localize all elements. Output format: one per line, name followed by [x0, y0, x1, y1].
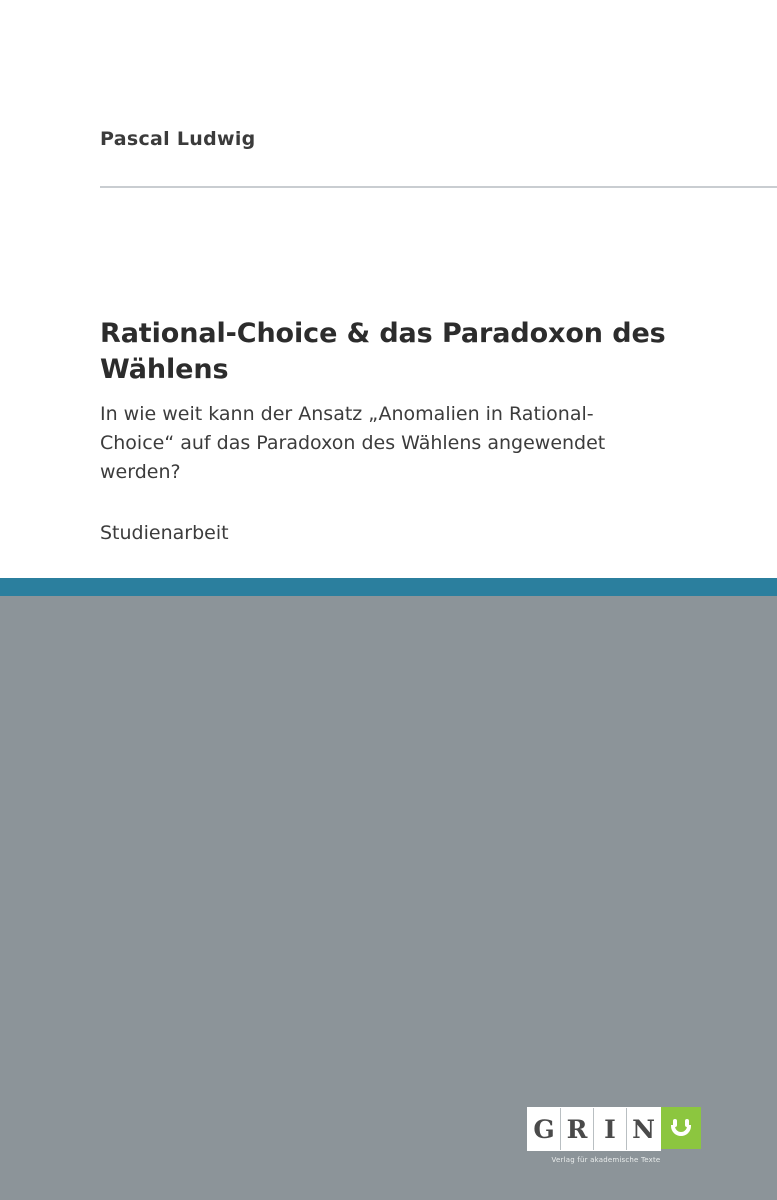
smiley-glyph	[669, 1116, 693, 1140]
logo-letter-r: R	[561, 1108, 594, 1150]
smiley-mouth	[671, 1125, 691, 1136]
logo-letter-g: G	[528, 1108, 561, 1150]
document-type: Studienarbeit	[100, 522, 229, 544]
publisher-logo-box	[511, 1107, 701, 1151]
cover-lower-field	[0, 596, 777, 1200]
book-title: Rational-Choice & das Paradoxon des Wählens	[100, 318, 666, 385]
publisher-logo-letters	[527, 1107, 661, 1151]
logo-letter-n: N	[627, 1108, 660, 1150]
accent-band	[0, 578, 777, 596]
logo-letter-i: I	[594, 1108, 627, 1150]
publisher-tagline: Verlag für akademische Texte	[551, 1156, 661, 1164]
book-subtitle: In wie weit kann der Ansatz „Anomalien in Rational-Choice“ auf das Paradoxon des Wählens angewendet werden?	[100, 403, 606, 483]
publisher-logo	[511, 1107, 701, 1164]
smiley-icon	[661, 1107, 701, 1149]
header-divider	[100, 186, 777, 188]
cover-top-area	[0, 0, 777, 578]
author-name: Pascal Ludwig	[100, 128, 256, 150]
